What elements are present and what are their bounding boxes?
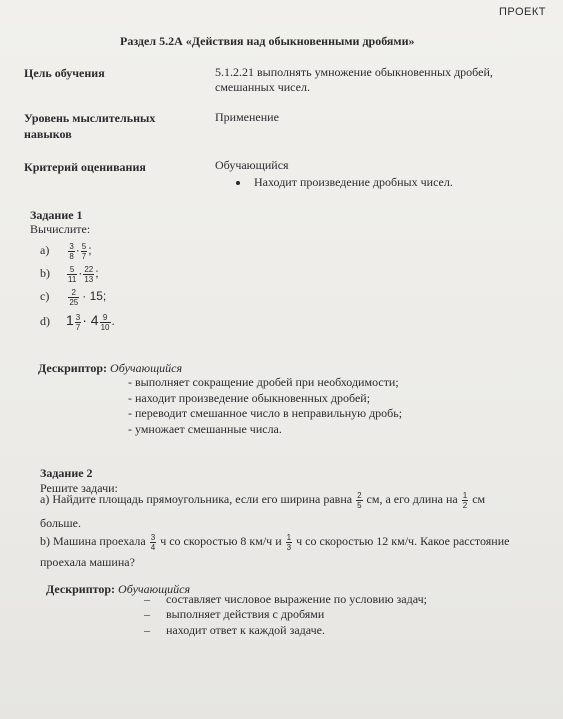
task1-item-a: а) $\frac{3}{8}$ · $\frac{5}{7}$ ; bbox=[40, 241, 92, 261]
goal-text-line2: смешанных чисел. bbox=[215, 80, 310, 94]
fraction: $\frac{5}{11}$ bbox=[68, 264, 77, 284]
task2-item-a: а) Найдите площадь прямоугольника, если его ширина равна $\frac{2}{5}$ см, а его длина на $\frac{1}{2}$ см bbox=[40, 490, 486, 510]
descriptor1-item: - находит произведение обыкновенных дробей; bbox=[128, 391, 371, 405]
level-label-line1: Уровень мыслительных bbox=[24, 111, 156, 125]
criterion-bullet-text: Находит произведение дробных чисел. bbox=[254, 175, 453, 189]
task2-item-b: b) Машина проехала $\frac{3}{4}$ ч со скоростью 8 км/ч и $\frac{1}{3}$ ч со скоростью 12 км/ч. Какое расстояние bbox=[40, 532, 510, 552]
task1-instruction: Вычислите: bbox=[30, 222, 91, 236]
section-title: Раздел 5.2А «Действия над обыкновенными дробями» bbox=[120, 34, 415, 48]
fraction: $\frac{2}{5}$ bbox=[357, 490, 362, 510]
descriptor1-item: - выполняет сокращение дробей при необходимости; bbox=[128, 375, 399, 389]
criterion-value: Обучающийся bbox=[215, 158, 289, 172]
task2-item-a-continuation: больше. bbox=[40, 516, 81, 530]
fraction: $\frac{2}{25}$ bbox=[69, 287, 79, 307]
descriptor2-item: – составляет числовое выражение по условию задач; bbox=[144, 592, 427, 606]
task2-item-b-continuation: проехала машина? bbox=[40, 555, 135, 569]
descriptor2-who: Обучающийся bbox=[118, 582, 191, 596]
goal-text-line1: 5.1.2.21 выполнять умножение обыкновенных дробей, bbox=[215, 65, 493, 79]
project-label: ПРОЕКТ bbox=[499, 6, 547, 18]
task2-instruction: Решите задачи: bbox=[40, 481, 118, 495]
descriptor1-who: Обучающийся bbox=[110, 361, 183, 375]
fraction: $\frac{9}{10}$ bbox=[100, 312, 110, 332]
goal-label: Цель обучения bbox=[24, 66, 105, 80]
task1-item-d: d) 1 $\frac{3}{7}$ · 4 $\frac{9}{10}$ . bbox=[40, 312, 115, 332]
task1-d-label: d) bbox=[40, 314, 50, 328]
task1-a-label: а) bbox=[40, 243, 50, 257]
fraction: $\frac{1}{2}$ bbox=[462, 490, 468, 510]
task2-title: Задание 2 bbox=[40, 466, 93, 480]
task1-b-label: b) bbox=[40, 266, 50, 280]
criterion-bullet-item bbox=[236, 175, 453, 190]
descriptor1-item: - умножает смешанные числа. bbox=[128, 422, 282, 436]
fraction: $\frac{3}{7}$ bbox=[75, 312, 81, 332]
fraction: $\frac{1}{3}$ bbox=[286, 532, 292, 552]
descriptor2-item: – выполняет действия с дробями bbox=[144, 607, 325, 621]
descriptor2-label: Дескриптор: bbox=[46, 582, 116, 596]
descriptor1-label: Дескриптор: bbox=[38, 361, 108, 375]
descriptor2-item: – находит ответ к каждой задаче. bbox=[144, 623, 325, 637]
fraction: $\frac{3}{4}$ bbox=[150, 532, 156, 552]
task1-item-b: b) $\frac{5}{11}$ · $\frac{22}{13}$ ; bbox=[40, 264, 99, 284]
criterion-label: Критерий оценивания bbox=[24, 160, 146, 174]
task1-title: Задание 1 bbox=[30, 208, 83, 222]
fraction: $\frac{5}{7}$ bbox=[81, 241, 87, 261]
fraction: $\frac{3}{8}$ bbox=[69, 241, 74, 261]
task1-c-label: c) bbox=[40, 289, 50, 303]
task1-item-c: c) $\frac{2}{25}$ · 15; bbox=[40, 287, 107, 307]
descriptor1-heading bbox=[38, 361, 182, 376]
descriptor1-item: - переводит смешанное число в неправильную дробь; bbox=[128, 406, 403, 420]
level-value: Применение bbox=[215, 110, 279, 124]
fraction: $\frac{22}{13}$ bbox=[84, 264, 94, 284]
level-label-line2: навыков bbox=[24, 127, 72, 141]
bullet-icon bbox=[236, 181, 240, 185]
